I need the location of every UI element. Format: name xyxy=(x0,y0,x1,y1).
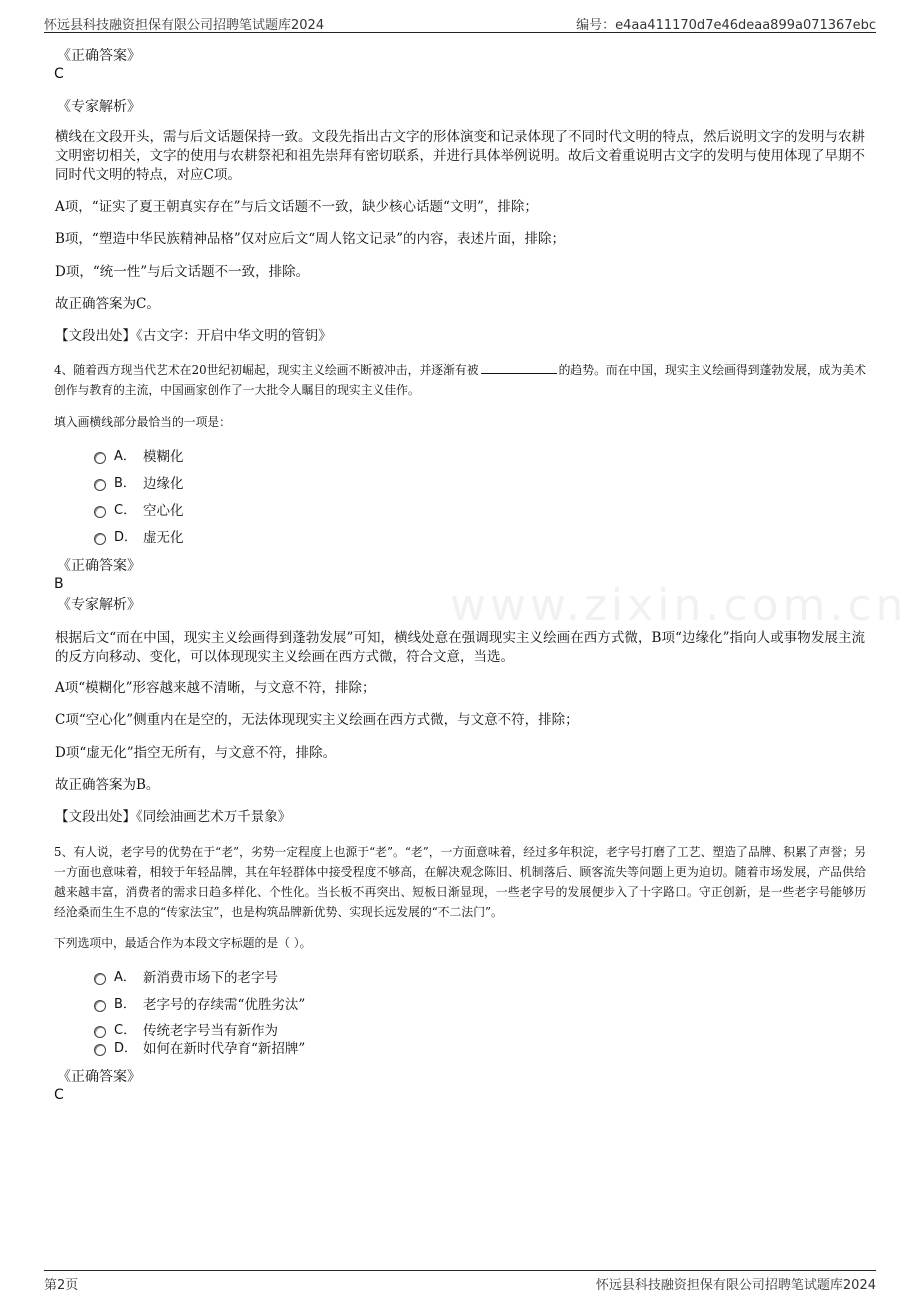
option-letter: B． xyxy=(114,476,136,491)
analysis-label: 《专家解析》 xyxy=(57,597,141,613)
answer-label: 《正确答案》 xyxy=(57,1069,141,1085)
analysis-paragraph: 根据后文“而在中国，现实主义绘画得到蓬勃发展”可知，横线处意在强调现实主义绘画在西方式微，B项“边缘化”指向人或事物发展主流的反方向移动、变化，可以体现现实主义绘画在西方式微，符合文意，当选。 xyxy=(55,630,865,665)
radio-icon[interactable] xyxy=(94,973,106,985)
option-letter: C． xyxy=(114,1023,137,1038)
header-title: 怀远县科技融资担保有限公司招聘笔试题库2024 xyxy=(44,18,325,33)
analysis-paragraph: A项，“证实了夏王朝真实存在”与后文话题不一致，缺少核心话题“文明”，排除； xyxy=(55,199,538,215)
question-5-text: 5、有人说，老字号的优势在于“老”，劣势一定程度上也源于“老”。“老”，一方面意味着，经过多年积淀，老字号打磨了工艺、塑造了品牌、积累了声誉；另一方面也意味着，相较于年轻品牌，其在年轻群体中接受程度不够高，在解决观念陈旧、机制落后、顾客流失等问题上更为迫切。随着市场发展，产品供给越来越丰富，消费者的需求日趋多样化、个性化。当长板不再突出、短板日渐显现，一些老字号的发展便步入了十字路口。守正创新，是一些老字号能够历经沧桑而生生不息的“传家法宝”，也是构筑品牌新优势、实现长远发展的“不二法门”。 xyxy=(54,845,866,919)
source-citation: 【文段出处】《同绘油画艺术万千景象》 xyxy=(55,809,292,825)
option-letter: D． xyxy=(114,530,138,545)
option-letter: A． xyxy=(114,970,136,985)
answer-label: 《正确答案》 xyxy=(57,558,141,574)
page-header xyxy=(44,12,876,33)
question-4-text xyxy=(54,360,866,400)
analysis-paragraph: D项，“统一性”与后文话题不一致，排除。 xyxy=(55,264,310,280)
question-4-prompt: 填入画横线部分最恰当的一项是： xyxy=(54,415,231,429)
answer-value: B xyxy=(54,576,64,592)
answer-value: C xyxy=(54,1087,64,1103)
answer-value: C xyxy=(54,66,64,82)
option-letter: D． xyxy=(114,1041,138,1056)
option-letter: A． xyxy=(114,449,136,464)
question-5-prompt: 下列选项中，最适合作为本段文字标题的是（ ）。 xyxy=(54,936,312,950)
analysis-paragraph: D项“虚无化”指空无所有，与文意不符，排除。 xyxy=(55,745,337,761)
answer-label: 《正确答案》 xyxy=(57,48,141,64)
radio-icon[interactable] xyxy=(94,533,106,545)
analysis-label: 《专家解析》 xyxy=(57,99,141,115)
watermark: www.zixin.com.cn xyxy=(450,580,908,631)
radio-icon[interactable] xyxy=(94,1000,106,1012)
option-text: 传统老字号当有新作为 xyxy=(143,1023,278,1039)
page-number: 第2页 xyxy=(44,1278,79,1293)
fill-blank xyxy=(481,361,557,374)
option-text: 边缘化 xyxy=(143,476,184,492)
analysis-paragraph: A项“模糊化”形容越来越不清晰，与文意不符，排除； xyxy=(55,680,376,696)
option-text: 如何在新时代孕育“新招牌” xyxy=(143,1041,306,1057)
analysis-paragraph: B项，“塑造中华民族精神品格”仅对应后文“周人铭文记录”的内容，表述片面，排除； xyxy=(55,231,566,247)
page-footer xyxy=(44,1270,876,1295)
radio-icon[interactable] xyxy=(94,479,106,491)
radio-icon[interactable] xyxy=(94,1026,106,1038)
radio-icon[interactable] xyxy=(94,1044,106,1056)
analysis-paragraph: 故正确答案为C。 xyxy=(55,296,160,312)
analysis-paragraph: 横线在文段开头，需与后文话题保持一致。文段先指出古文字的形体演变和记录体现了不同时代文明的特点，然后说明文字的发明与农耕文明密切相关，文字的使用与农耕祭祀和祖先崇拜有密切联系，并进行具体举例说明。故后文着重说明古文字的发明与使用体现了早期不同时代文明的特点，对应C项。 xyxy=(55,129,865,183)
analysis-paragraph: C项“空心化”侧重内在是空的，无法体现现实主义绘画在西方式微，与文意不符，排除； xyxy=(55,712,579,728)
analysis-paragraph: 故正确答案为B。 xyxy=(55,777,160,793)
radio-icon[interactable] xyxy=(94,452,106,464)
question-4-text-after: 的趋势。而在中国，现实主义绘画得到蓬勃发展，成为美术创作与教育的主流，中国画家创作了一大批令人瞩目的现实主义佳作。 xyxy=(54,363,866,397)
option-letter: B． xyxy=(114,997,136,1012)
source-citation: 【文段出处】《古文字：开启中华文明的管钥》 xyxy=(55,328,332,344)
option-letter: C． xyxy=(114,503,137,518)
header-serial: 编号：e4aa411170d7e46deaa899a071367ebc xyxy=(576,18,876,33)
option-text: 老字号的存续需“优胜劣汰” xyxy=(143,997,306,1013)
footer-title: 怀远县科技融资担保有限公司招聘笔试题库2024 xyxy=(595,1278,876,1293)
radio-icon[interactable] xyxy=(94,506,106,518)
question-4-text-before: 4、随着西方现当代艺术在20世纪初崛起，现实主义绘画不断被冲击，并逐渐有被 xyxy=(54,363,479,377)
option-text: 虚无化 xyxy=(143,530,184,546)
option-text: 模糊化 xyxy=(143,449,184,465)
option-text: 新消费市场下的老字号 xyxy=(143,970,278,986)
option-text: 空心化 xyxy=(143,503,184,519)
